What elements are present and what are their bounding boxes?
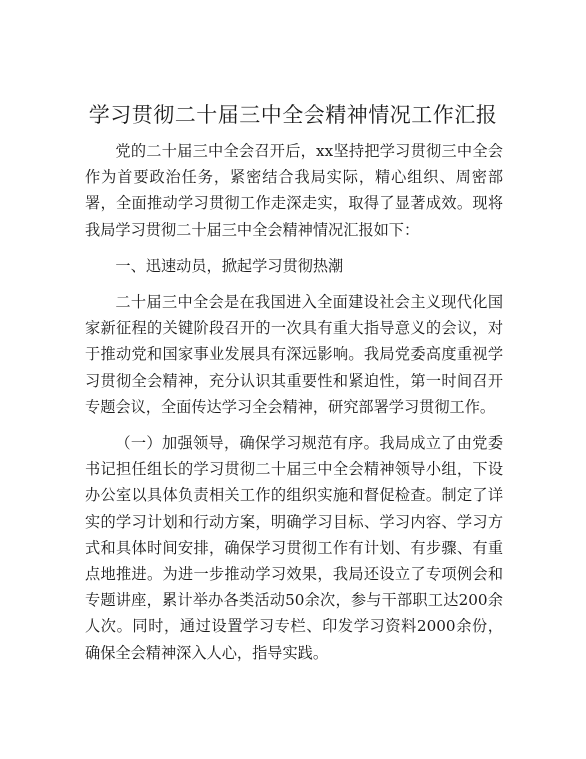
section-heading-1: 一、迅速动员，掀起学习贯彻热潮 bbox=[115, 256, 344, 275]
document-body bbox=[85, 138, 503, 676]
paragraph-subsection-1: （一）加强领导，确保学习规范有序。我局成立了由党委书记担任组长的学习贯彻二十届三中全会精神领导小组，下设办公室以具体负责相关工作的组织实施和督促检查。制定了详实的学习计划和行动方案，明确学习目标、学习内容、学习方式和具体时间安排，确保学习贯彻工作有计划、有步骤、有重点地推进。为进一步推动学习效果，我局还设立了专项例会和专题讲座，累计举办各类活动50余次，参与干部职工达200余人次。同时，通过设置学习专栏、印发学习资料2000余份，确保全会精神深入人心，指导实践。 bbox=[85, 434, 503, 662]
paragraph-intro: 党的二十届三中全会召开后，xx坚持把学习贯彻三中全会作为首要政治任务，紧密结合我局实际，精心组织、周密部署，全面推动学习贯彻工作走深走实，取得了显著成效。现将我局学习贯彻二十届三中全会精神情况汇报如下： bbox=[85, 142, 503, 239]
paragraph-section-1: 二十届三中全会是在我国进入全面建设社会主义现代化国家新征程的关键阶段召开的一次具有重大指导意义的会议，对于推动党和国家事业发展具有深远影响。我局党委高度重视学习贯彻全会精神，充分认识其重要性和紧迫性，第一时间召开专题会议，全面传达学习全会精神，研究部署学习贯彻工作。 bbox=[85, 293, 503, 416]
document-title: 学习贯彻二十届三中全会精神情况工作汇报 bbox=[88, 103, 498, 127]
